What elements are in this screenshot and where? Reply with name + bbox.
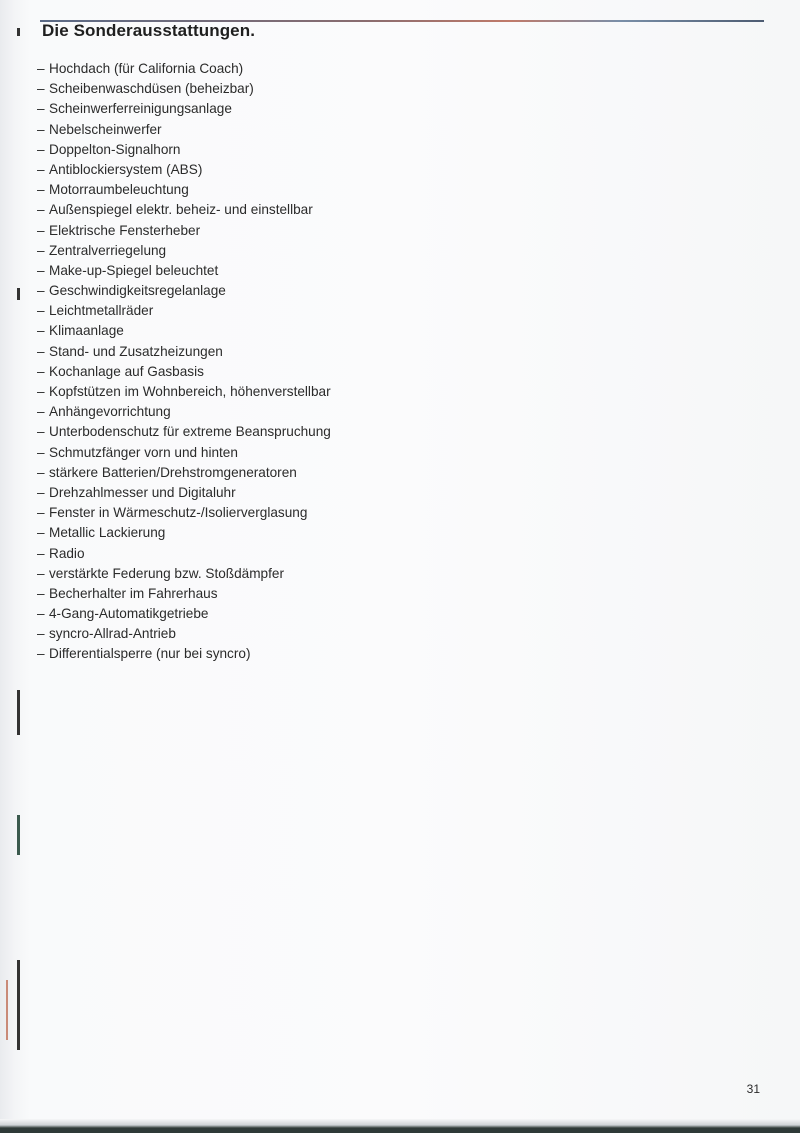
list-item-text: Unterbodenschutz für extreme Beanspruchung bbox=[49, 424, 331, 440]
list-item-text: Nebelscheinwerfer bbox=[49, 121, 162, 137]
list-dash: – bbox=[37, 464, 45, 480]
page-title: Die Sonderausstattungen. bbox=[42, 21, 256, 40]
list-item bbox=[37, 321, 331, 341]
list-dash: – bbox=[37, 646, 45, 662]
list-item bbox=[37, 584, 331, 604]
list-item-text: Klimaanlage bbox=[49, 323, 124, 339]
list-item-text: Metallic Lackierung bbox=[49, 525, 166, 541]
list-item bbox=[37, 362, 331, 382]
list-item bbox=[37, 342, 331, 362]
list-item-text: 4-Gang-Automatikgetriebe bbox=[49, 606, 209, 622]
list-dash: – bbox=[37, 343, 45, 359]
list-item bbox=[37, 523, 331, 543]
list-item bbox=[37, 644, 331, 664]
list-item bbox=[37, 59, 331, 79]
list-item bbox=[37, 180, 331, 200]
list-item-text: stärkere Batterien/Drehstromgeneratoren bbox=[49, 464, 297, 480]
list-dash: – bbox=[37, 484, 45, 500]
binding-mark bbox=[17, 690, 20, 735]
list-item bbox=[37, 463, 331, 483]
list-item-text: Becherhalter im Fahrerhaus bbox=[49, 585, 218, 601]
list-dash: – bbox=[37, 525, 45, 541]
list-dash: – bbox=[37, 161, 45, 177]
list-dash: – bbox=[37, 606, 45, 622]
list-item bbox=[37, 99, 331, 119]
list-item bbox=[37, 301, 331, 321]
list-item bbox=[37, 564, 331, 584]
page-number: 31 bbox=[746, 1082, 760, 1096]
list-item-text: Schmutzfänger vorn und hinten bbox=[49, 444, 238, 460]
list-dash: – bbox=[37, 424, 45, 440]
list-dash: – bbox=[37, 505, 45, 521]
list-item-text: Anhängevorrichtung bbox=[49, 404, 171, 420]
list-item bbox=[37, 241, 331, 261]
list-dash: – bbox=[37, 262, 45, 278]
list-item-text: Kochanlage auf Gasbasis bbox=[49, 363, 204, 379]
list-item-text: Doppelton-Signalhorn bbox=[49, 141, 181, 157]
list-item-text: Stand- und Zusatzheizungen bbox=[49, 343, 223, 359]
list-dash: – bbox=[37, 242, 45, 258]
list-dash: – bbox=[37, 81, 45, 97]
list-dash: – bbox=[37, 101, 45, 117]
list-dash: – bbox=[37, 121, 45, 137]
list-dash: – bbox=[37, 61, 45, 76]
list-item-text: Drehzahlmesser und Digitaluhr bbox=[49, 484, 236, 500]
list-item bbox=[37, 443, 331, 463]
list-item-text: Zentralverriegelung bbox=[49, 242, 167, 258]
list-item-text: verstärkte Federung bzw. Stoßdämpfer bbox=[49, 565, 284, 581]
list-item-text: Radio bbox=[49, 545, 85, 561]
list-dash: – bbox=[37, 141, 45, 157]
feature-list bbox=[37, 59, 331, 665]
list-item-text: Hochdach (für California Coach) bbox=[49, 61, 244, 76]
list-item bbox=[37, 624, 331, 644]
list-item bbox=[37, 221, 331, 241]
list-dash: – bbox=[37, 222, 45, 238]
binding-mark bbox=[17, 960, 20, 1050]
list-item-text: Make-up-Spiegel beleuchtet bbox=[49, 262, 219, 278]
list-item bbox=[37, 402, 331, 422]
list-item bbox=[37, 604, 331, 624]
list-item-text: Motorraumbeleuchtung bbox=[49, 182, 189, 198]
list-item-text: Differentialsperre (nur bei syncro) bbox=[49, 646, 251, 662]
list-item-text: Fenster in Wärmeschutz-/Isolierverglasung bbox=[49, 505, 308, 521]
list-item-text: Scheibenwaschdüsen (beheizbar) bbox=[49, 81, 254, 97]
binding-mark bbox=[17, 815, 20, 855]
list-item bbox=[37, 503, 331, 523]
list-dash: – bbox=[37, 283, 45, 299]
list-item bbox=[37, 261, 331, 281]
list-item bbox=[37, 544, 331, 564]
list-item bbox=[37, 382, 331, 402]
list-dash: – bbox=[37, 363, 45, 379]
list-item-text: Elektrische Fensterheber bbox=[49, 222, 201, 238]
list-dash: – bbox=[37, 626, 45, 642]
list-dash: – bbox=[37, 444, 45, 460]
list-dash: – bbox=[37, 384, 45, 399]
list-dash: – bbox=[37, 303, 45, 319]
binding-mark bbox=[17, 288, 20, 300]
list-item bbox=[37, 422, 331, 442]
list-dash: – bbox=[37, 565, 45, 581]
list-item bbox=[37, 140, 331, 160]
list-dash: – bbox=[37, 182, 45, 198]
list-item bbox=[37, 200, 331, 220]
binding-thread bbox=[6, 980, 8, 1040]
list-item bbox=[37, 160, 331, 180]
list-dash: – bbox=[37, 545, 45, 561]
list-item bbox=[37, 120, 331, 140]
list-dash: – bbox=[37, 585, 45, 601]
list-item-text: Kopfstützen im Wohnbereich, höhenverstellbar bbox=[49, 384, 331, 399]
list-item-text: Antiblockiersystem (ABS) bbox=[49, 161, 203, 177]
list-dash: – bbox=[37, 404, 45, 420]
scan-bottom-edge bbox=[0, 1119, 800, 1133]
list-item-text: Scheinwerferreinigungsanlage bbox=[49, 101, 232, 117]
list-dash: – bbox=[37, 323, 45, 339]
binding-edge bbox=[0, 0, 14, 1133]
list-item-text: Leichtmetallräder bbox=[49, 303, 154, 319]
list-item-text: Außenspiegel elektr. beheiz- und einstellbar bbox=[49, 202, 313, 218]
binding-mark bbox=[17, 28, 20, 36]
list-dash: – bbox=[37, 202, 45, 218]
list-item-text: syncro-Allrad-Antrieb bbox=[49, 626, 176, 642]
list-item bbox=[37, 79, 331, 99]
list-item bbox=[37, 281, 331, 301]
list-item-text: Geschwindigkeitsregelanlage bbox=[49, 283, 226, 299]
list-item bbox=[37, 483, 331, 503]
